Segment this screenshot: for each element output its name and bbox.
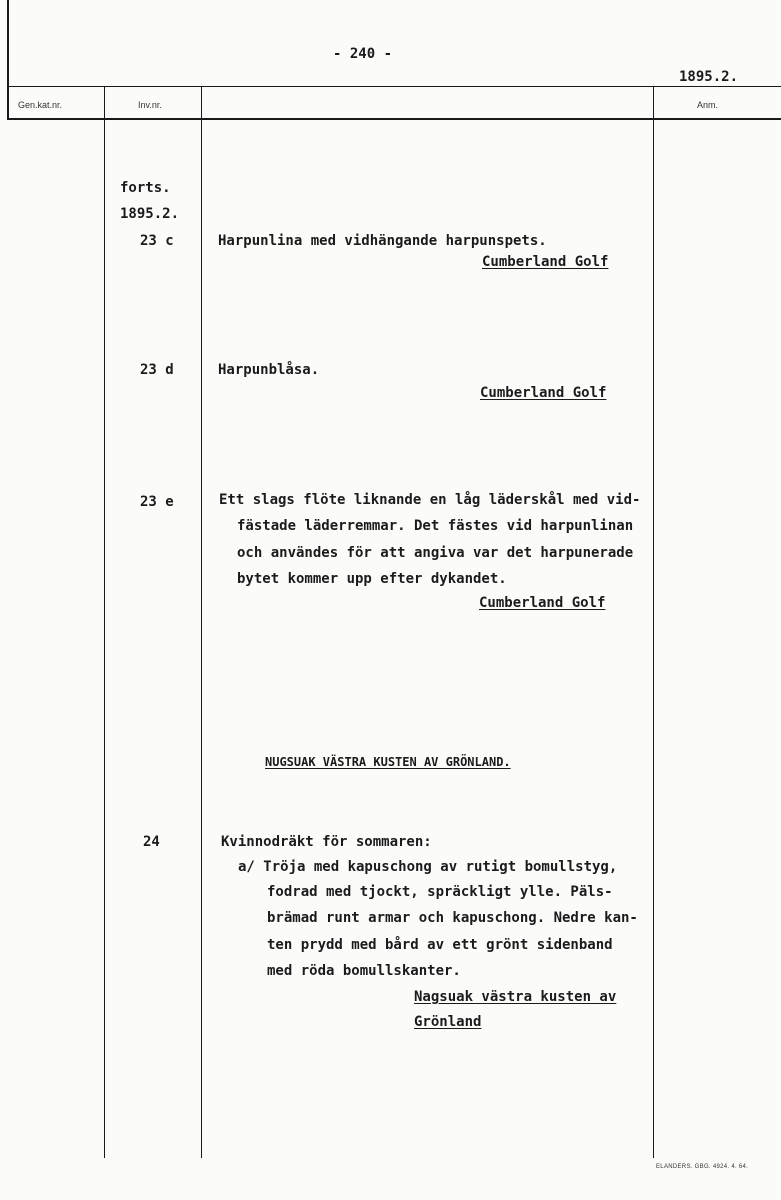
entry-locality: Cumberland Golf (482, 254, 609, 270)
entry-line: och användes för att angiva var det harpunerade (237, 545, 634, 561)
entry-line: brämad runt armar och kapuschong. Nedre kan- (267, 910, 638, 926)
col-header-inv: Inv.nr. (138, 100, 162, 110)
col-header-gen-kat: Gen.kat.nr. (18, 100, 63, 110)
entry-line: bytet kommer upp efter dykandet. (237, 571, 507, 587)
entry-title: Kvinnodräkt för sommaren: (221, 834, 432, 850)
entry-locality: Grönland (414, 1014, 482, 1030)
entry-line: fodrad med tjockt, spräckligt ylle. Päls- (267, 884, 613, 900)
entry-line: a/ Tröja med kapuschong av rutigt bomullstyg, (238, 859, 618, 875)
entry-line: med röda bomullskanter. (267, 963, 461, 979)
year-mark: 1895.2. (679, 69, 739, 85)
entry-line: Harpunlina med vidhängande harpunspets. (218, 233, 547, 249)
text-column-divider (201, 86, 202, 1158)
anm-column-divider (653, 86, 654, 1158)
inv-number: 24 (143, 834, 160, 850)
inv-number: 23 e (140, 494, 174, 510)
header-top-rule (7, 86, 781, 87)
entry-locality: Cumberland Golf (480, 385, 607, 401)
entry-line: fästade läderremmar. Det fästes vid harpunlinan (237, 518, 634, 534)
inv-number: 23 d (140, 362, 174, 378)
entry-line: Ett slags flöte liknande en låg läderskål med vid- (219, 492, 641, 508)
header-bottom-rule (7, 118, 781, 120)
inv-column-divider (104, 86, 105, 1158)
left-page-border (7, 0, 9, 118)
page-number: - 240 - (333, 46, 393, 62)
inv-number: 23 c (140, 233, 174, 249)
entry-line: ten prydd med bård av ett grönt sidenband (267, 937, 613, 953)
collection-number: 1895.2. (120, 206, 180, 222)
printer-imprint: ELANDERS. GBG. 4924. 4. 64. (656, 1164, 749, 1170)
continuation-label: forts. (120, 180, 171, 196)
entry-line: Harpunblåsa. (218, 362, 320, 378)
section-heading: NUGSUAK VÄSTRA KUSTEN AV GRÖNLAND. (265, 755, 511, 769)
entry-locality: Nagsuak västra kusten av (414, 989, 617, 1005)
col-header-anm: Anm. (697, 100, 719, 110)
entry-locality: Cumberland Golf (479, 595, 606, 611)
